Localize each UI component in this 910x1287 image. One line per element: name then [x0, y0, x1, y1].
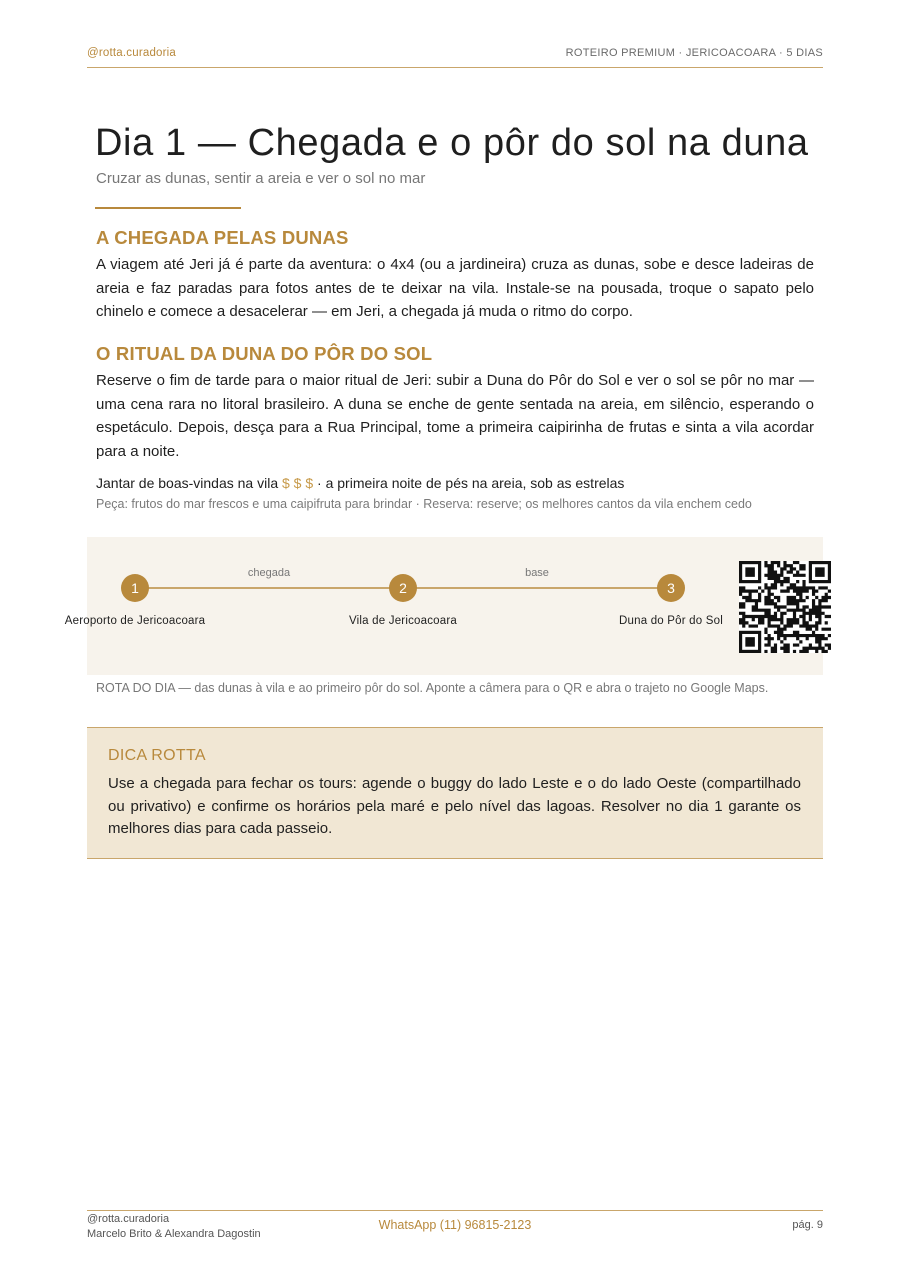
route-segment-2	[403, 587, 671, 589]
route-stop-label: Aeroporto de Jericoacoara	[64, 615, 206, 627]
route-strip	[64, 537, 823, 675]
route-stop-label: Vila de Jericoacoara	[349, 615, 457, 627]
page-header	[87, 46, 823, 68]
qr-code-graphic	[739, 561, 831, 653]
tip-body: Use a chegada para fechar os tours: agende o buggy do lado Leste e o do lado Oeste (compartilhado ou privativo) e confirme os horários pela maré e pelo nível das lagoas. Resolver no dia 1 garante os melhores dias para cada passeio.	[108, 775, 801, 837]
route-leg-label: base	[525, 567, 549, 579]
route-caption: ROTA DO DIA — das dunas à vila e ao primeiro pôr do sol. Aponte a câmera para o QR e abra o trajeto no Google Maps.	[96, 681, 769, 695]
page-footer	[87, 1210, 823, 1244]
footer-authors: Marcelo Brito & Alexandra Dagostin	[87, 1228, 261, 1240]
route-stop-marker: 2	[389, 574, 417, 602]
header-doc-title: ROTEIRO PREMIUM · JERICOACOARA · 5 DIAS	[565, 47, 823, 59]
dinner-line	[96, 475, 624, 491]
section-body-sunset: Reserve o fim de tarde para o maior ritual de Jeri: subir a Duna do Pôr do Sol e ver o sol se pôr no mar — uma cena rara no litoral brasileiro. A duna se enche de gente sentada na areia, em silêncio, esperando o espetáculo. Depois, desça para a Rua Principal, tome a primeira caipirinha de frutas e sinta a vila acordar para a noite.	[96, 372, 814, 460]
route-leg-label: chegada	[247, 567, 291, 579]
route-segment-1	[135, 587, 403, 589]
section-heading-arrival: A CHEGADA PELAS DUNAS	[96, 227, 349, 248]
footer-whatsapp-link[interactable]: WhatsApp (11) 96815-2123	[378, 1218, 532, 1232]
dinner-note: Peça: frutos do mar frescos e uma caipifruta para brindar · Reserva: reserve; os melhores cantos da vila enchem cedo	[96, 497, 752, 511]
qr-code-icon[interactable]	[739, 561, 831, 653]
dinner-price: $ $ $	[282, 475, 314, 491]
tip-box	[87, 727, 823, 859]
dinner-desc: · a primeira noite de pés na areia, sob as estrelas	[317, 475, 625, 491]
header-handle: @rotta.curadoria	[87, 47, 177, 59]
route-stop-marker: 3	[657, 574, 685, 602]
section-body-arrival: A viagem até Jeri já é parte da aventura: o 4x4 (ou a jardineira) cruza as dunas, sobe e desce ladeiras de areia e faz paradas para fotos antes de te deixar na vila. Instale-se na pousada, troque o sapato pelo chinelo e comece a desacelerar — em Jeri, a chegada já muda o ritmo do corpo.	[96, 256, 814, 320]
tip-heading: DICA ROTTA	[108, 747, 206, 764]
day-title: Dia 1 — Chegada e o pôr do sol na duna	[95, 122, 809, 164]
section-heading-sunset: O RITUAL DA DUNA DO PÔR DO SOL	[96, 343, 433, 364]
title-divider	[95, 207, 241, 209]
day-subtitle: Cruzar as dunas, sentir a areia e ver o sol no mar	[96, 170, 426, 187]
route-stop-label: Duna do Pôr do Sol	[619, 615, 723, 627]
dinner-label: Jantar de boas-vindas na vila	[96, 475, 279, 491]
page-number: pág. 9	[792, 1219, 823, 1231]
route-stop-marker: 1	[121, 574, 149, 602]
footer-handle: @rotta.curadoria	[87, 1213, 170, 1225]
